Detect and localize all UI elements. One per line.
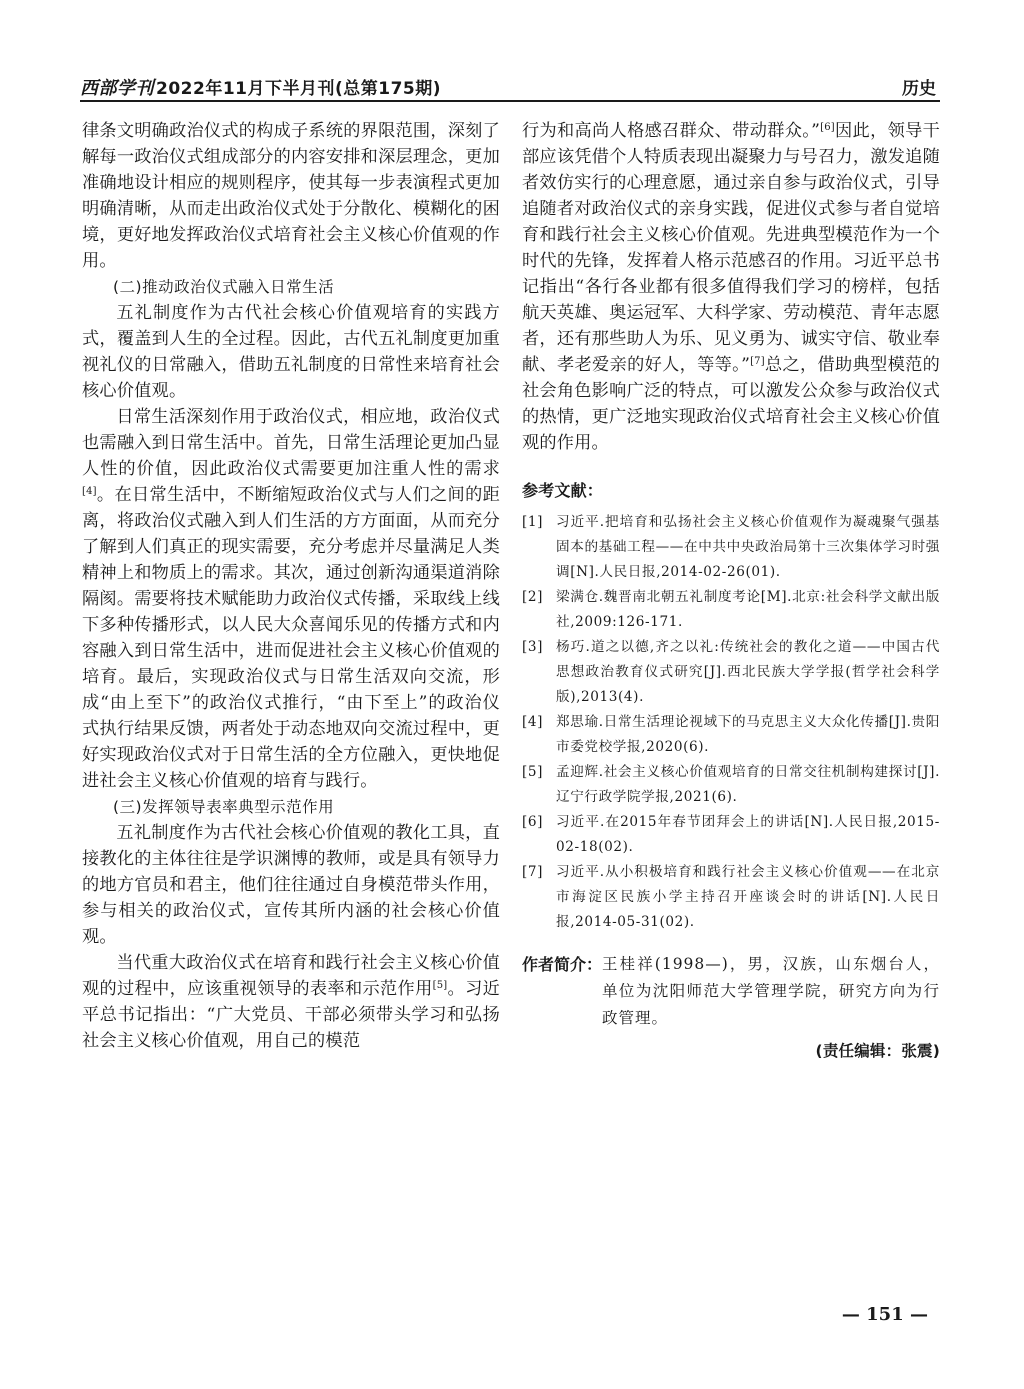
page-number: — 151 — xyxy=(841,1304,928,1325)
author-bio xyxy=(522,951,940,1032)
reference-number: [3] xyxy=(522,639,544,655)
text-run: 。习近平总书记指出：“广大党员、干部必须带头学习和弘扬社会主义核心价值观，用自己的模范 xyxy=(82,979,500,1051)
text-run: 行为和高尚人格感召群众、带动群众。” xyxy=(522,121,821,141)
reference-number: [6] xyxy=(522,814,544,830)
paragraph xyxy=(82,950,500,1054)
left-column xyxy=(82,118,500,1054)
paragraph: 五礼制度作为古代社会核心价值观的教化工具，直接教化的主体往往是学识渊博的教师，或是具有领导力的地方官员和君主，他们往往通过自身模范带头作用，参与相关的政治仪式，宣传其所内涵的社会核心价值观。 xyxy=(82,823,500,947)
journal-logo: 西部学刊 xyxy=(80,78,154,99)
reference-item xyxy=(522,810,940,860)
author-bio-label: 作者简介： xyxy=(522,955,603,974)
author-bio-text: 王桂祥(1998—)，男，汉族，山东烟台人，单位为沈阳师范大学管理学院，研究方向为行政管理。 xyxy=(602,955,940,1027)
running-header xyxy=(80,72,940,102)
text-run: 当代重大政治仪式在培育和践行社会主义核心价值观的过程中，应该重视领导的表率和示范作用 xyxy=(82,953,500,999)
reference-text: 杨巧.道之以德,齐之以礼:传统社会的教化之道——中国古代思想政治教育仪式研究[J].西北民族大学学报(哲学社会科学版),2013(4). xyxy=(556,639,940,705)
reference-text: 梁满仓.魏晋南北朝五礼制度考论[M].北京:社会科学文献出版社,2009:126-171. xyxy=(556,589,940,630)
reference-text: 孟迎辉.社会主义核心价值观培育的日常交往机制构建探讨[J].辽宁行政学院学报,2021(6). xyxy=(556,764,940,805)
reference-number: [7] xyxy=(522,864,544,880)
citation-ref: [5] xyxy=(432,980,448,991)
reference-number: [2] xyxy=(522,589,544,605)
text-run: 日常生活深刻作用于政治仪式，相应地，政治仪式也需融入到日常生活中。首先，日常生活理论更加凸显人性的价值，因此政治仪式需要更加注重人性的需求 xyxy=(82,407,500,479)
reference-item xyxy=(522,710,940,760)
text-run: 。在日常生活中，不断缩短政治仪式与人们之间的距离，将政治仪式融入到人们生活的方方面面，从而充分了解到人们真正的现实需要，充分考虑并尽量满足人类精神上和物质上的需求。其次，通过创新沟通渠道消除隔阂。需要将技术赋能助力政治仪式传播，采取线上线下多种传播形式，以人民大众喜闻乐见的传播方式和内容融入到日常生活中，进而促进社会主义核心价值观的培育。最后，实现政治仪式与日常生活双向交流，形成“由上至下”的政治仪式推行，“由下至上”的政治仪式执行结果反馈，两者处于动态地双向交流过程中，更好实现政治仪式对于日常生活的全方位融入，更快地促进社会主义核心价值观的培育与践行。 xyxy=(82,485,500,791)
paragraph: 律条文明确政治仪式的构成子系统的界限范围，深刻了解每一政治仪式组成部分的内容安排和深层理念，更加准确地设计相应的规则程序，使其每一步表演程式更加明确清晰，从而走出政治仪式处于分散化、模糊化的困境，更好地发挥政治仪式培育社会主义核心价值观的作用。 xyxy=(82,121,500,271)
reference-text: 习近平.把培育和弘扬社会主义核心价值观作为凝魂聚气强基固本的基础工程——在中共中央政治局第十三次集体学习时强调[N].人民日报,2014-02-26(01). xyxy=(556,514,940,580)
references-title: 参考文献： xyxy=(522,481,604,500)
reference-number: [5] xyxy=(522,764,544,780)
reference-number: [4] xyxy=(522,714,544,730)
reference-item xyxy=(522,510,940,585)
reference-text: 郑思瑜.日常生活理论视域下的马克思主义大众化传播[J].贵阳市委党校学报,2020(6). xyxy=(556,714,940,755)
journal-title xyxy=(80,74,441,100)
paragraph xyxy=(82,404,500,794)
paragraph xyxy=(522,118,940,456)
text-run: 总之，借助典型模范的社会角色影响广泛的特点，可以激发公众参与政治仪式的热情，更广泛地实现政治仪式培育社会主义核心价值观的作用。 xyxy=(522,355,940,453)
issue-info: 2022年11月下半月刊(总第175期) xyxy=(156,79,441,99)
reference-text: 习近平.在2015年春节团拜会上的讲话[N].人民日报,2015-02-18(02). xyxy=(556,814,940,855)
subheading: (二)推动政治仪式融入日常生活 xyxy=(113,278,335,296)
section-label: 历史 xyxy=(902,79,936,99)
reference-item xyxy=(522,635,940,710)
right-column xyxy=(522,118,940,1064)
reference-number: [1] xyxy=(522,514,544,530)
citation-ref: [4] xyxy=(82,486,97,497)
subheading: (三)发挥领导表率典型示范作用 xyxy=(113,798,335,816)
references-list xyxy=(522,510,940,935)
reference-item xyxy=(522,585,940,635)
reference-item xyxy=(522,760,940,810)
text-run: 因此，领导干部应该凭借个人特质表现出凝聚力与号召力，激发追随者效仿实行的心理意愿，通过亲自参与政治仪式，引导追随者对政治仪式的亲身实践，促进仪式参与者自觉培育和践行社会主义核心价值观。先进典型模范作为一个时代的先锋，发挥着人格示范感召的作用。习近平总书记指出“各行各业都有很多值得我们学习的榜样，包括航天英雄、奥运冠军、大科学家、劳动模范、青年志愿者，还有那些助人为乐、见义勇为、诚实守信、敬业奉献、孝老爱亲的好人，等等。” xyxy=(522,121,940,375)
citation-ref: [6] xyxy=(820,122,835,133)
paragraph: 五礼制度作为古代社会核心价值观培育的实践方式，覆盖到人生的全过程。因此，古代五礼制度更加重视礼仪的日常融入，借助五礼制度的日常性来培育社会核心价值观。 xyxy=(82,303,500,401)
responsible-editor: (责任编辑：张震) xyxy=(815,1042,940,1060)
reference-item xyxy=(522,860,940,935)
reference-text: 习近平.从小积极培育和践行社会主义核心价值观——在北京市海淀区民族小学主持召开座谈会时的讲话[N].人民日报,2014-05-31(02). xyxy=(556,864,940,930)
citation-ref: [7] xyxy=(750,356,765,367)
